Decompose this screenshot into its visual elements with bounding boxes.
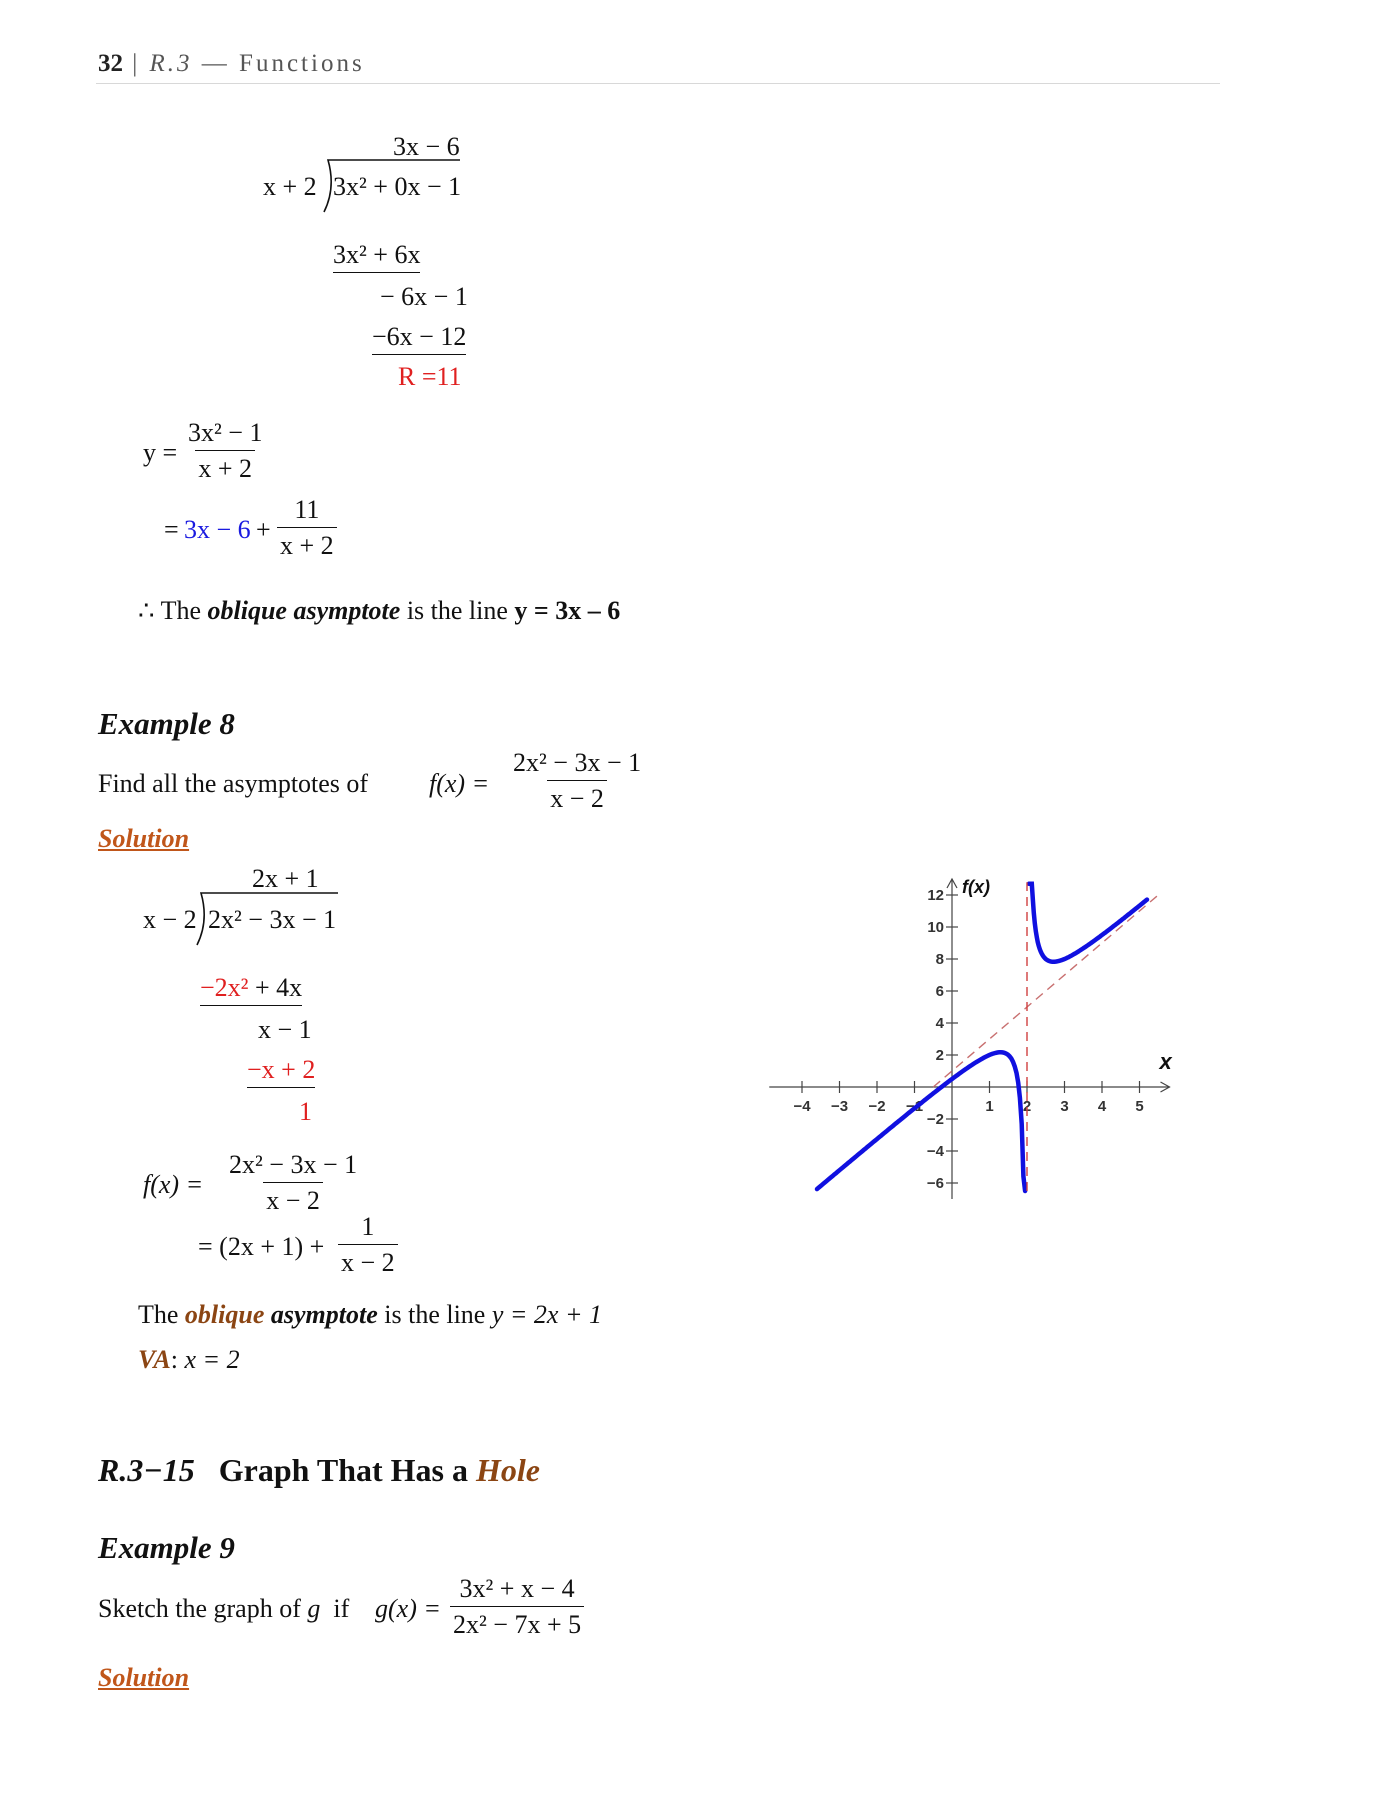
header-dash: — — [201, 50, 230, 77]
example-8-heading — [98, 706, 235, 742]
y-tick-label: −2 — [926, 1111, 944, 1128]
eq2-rem-denominator: x − 2 — [338, 1244, 398, 1276]
example-8-denominator: x − 2 — [547, 780, 607, 812]
vertical-asymptote — [138, 1345, 240, 1375]
div1-remainder: R =11 — [398, 362, 462, 391]
div2-step2: x − 1 — [258, 1015, 312, 1044]
function-left-branch — [817, 1052, 1025, 1191]
conclusion-2 — [138, 1300, 602, 1330]
example-9-denominator: 2x² − 7x + 5 — [450, 1606, 584, 1638]
div1-step1: 3x² + 6x — [333, 240, 420, 273]
div2-divisor: x − 2 — [143, 905, 197, 934]
x-tick-label: 3 — [1060, 1098, 1069, 1115]
y-tick-label: −6 — [926, 1175, 944, 1192]
section-title-highlight: Hole — [475, 1452, 540, 1488]
x-tick-label: 1 — [985, 1098, 994, 1115]
section-title: Graph That Has a — [218, 1452, 468, 1488]
conclusion-1-mid: is the line — [406, 596, 508, 625]
x-tick-label: −3 — [830, 1098, 849, 1115]
eq1-rem-numerator: 11 — [294, 495, 320, 524]
va-colon: : — [170, 1345, 178, 1374]
example-9-prompt: Sketch the graph of — [98, 1594, 301, 1623]
conclusion-2-line: y = 2x + 1 — [491, 1300, 603, 1329]
page-number: 32 — [98, 50, 123, 77]
asymptote-graph — [770, 840, 1170, 1220]
y-tick-label: 2 — [935, 1047, 944, 1064]
conclusion-2-mid: is the line — [384, 1300, 486, 1329]
x-tick-label: 2 — [1022, 1098, 1032, 1115]
page-header — [98, 50, 365, 78]
example-8-fraction — [510, 750, 644, 812]
example-9-title: Example 9 — [98, 1530, 235, 1565]
conclusion-1-line: y = 3x – 6 — [514, 596, 621, 625]
eq1-fraction — [185, 420, 265, 482]
example-8-title: Example 8 — [98, 706, 235, 741]
div1-step2: − 6x − 1 — [380, 282, 468, 311]
eq2-denominator: x − 2 — [263, 1182, 323, 1214]
conclusion-1-term: oblique asymptote — [207, 596, 401, 625]
header-separator: | — [132, 50, 141, 77]
oblique-asymptote-line — [933, 895, 1158, 1087]
eq1-lhs: y = — [143, 438, 178, 467]
eq1-oblique-part: 3x − 6 — [184, 515, 251, 544]
eq2-lhs: f(x) = — [143, 1170, 204, 1199]
therefore-symbol: ∴ — [138, 596, 155, 625]
eq1-numerator: 3x² − 1 — [188, 418, 263, 447]
example-8-f-lhs: f(x) = — [429, 769, 490, 798]
conclusion-2-asymptote: asymptote — [270, 1300, 378, 1329]
div2-step3: −x + 2 — [247, 1055, 315, 1088]
div2-remainder: 1 — [299, 1097, 312, 1126]
example-9-heading — [98, 1530, 235, 1566]
eq2-rhs: = (2x + 1) + — [198, 1232, 325, 1261]
div1-dividend: 3x² + 0x − 1 — [333, 172, 462, 201]
eq2-remainder-fraction — [338, 1214, 398, 1276]
example-9-var: g — [307, 1594, 321, 1623]
div2-step1-term-a: −2x² — [200, 973, 249, 1002]
x-tick-label: 5 — [1135, 1098, 1144, 1115]
section-number: R.3−15 — [98, 1452, 195, 1488]
example-9-numerator: 3x² + x − 4 — [459, 1574, 575, 1603]
y-tick-label: 10 — [927, 919, 944, 936]
section-heading — [98, 1452, 540, 1489]
example-8-solution-label: Solution — [98, 824, 190, 853]
y-tick-label: −4 — [926, 1143, 944, 1160]
va-equation: x = 2 — [184, 1345, 240, 1374]
y-axis-label: f(x) — [962, 877, 990, 897]
conclusion-1-pre: The — [160, 596, 201, 625]
function-right-branch — [1029, 884, 1147, 962]
eq1-remainder-fraction — [277, 497, 337, 559]
example-9-if: if — [333, 1594, 350, 1623]
section-code: R.3 — [149, 50, 193, 77]
y-tick-label: 8 — [935, 951, 944, 968]
y-tick-label: 12 — [927, 887, 944, 904]
example-9-fraction — [450, 1576, 584, 1638]
example-9-g-lhs: g(x) = — [375, 1594, 441, 1623]
eq1-rem-denominator: x + 2 — [277, 527, 337, 559]
div2-dividend: 2x² − 3x − 1 — [208, 905, 337, 934]
conclusion-2-oblique: oblique — [184, 1300, 265, 1329]
div2-step1-term-b: + 4x — [254, 973, 303, 1002]
eq1-denominator: x + 2 — [195, 450, 255, 482]
y-tick-label: 4 — [935, 1015, 944, 1032]
header-rule — [96, 83, 1220, 84]
x-tick-label: −2 — [868, 1098, 886, 1115]
example-8-prompt: Find all the asymptotes of — [98, 769, 369, 798]
div2-quotient: 2x + 1 — [252, 864, 319, 893]
x-axis-label: x — [1159, 1049, 1172, 1074]
conclusion-2-pre: The — [138, 1300, 179, 1329]
example-9-solution-label: Solution — [98, 1663, 190, 1692]
example-9-prompt-line — [98, 1594, 349, 1624]
eq2-numerator: 2x² − 3x − 1 — [229, 1150, 358, 1179]
div2-step1 — [200, 973, 302, 1006]
example-8-numerator: 2x² − 3x − 1 — [513, 748, 642, 777]
div1-step3: −6x − 12 — [372, 322, 466, 355]
conclusion-1 — [138, 596, 620, 626]
y-tick-label: 6 — [935, 983, 944, 1000]
eq2-rem-numerator: 1 — [361, 1212, 375, 1241]
va-label: VA — [138, 1345, 171, 1374]
div1-quotient: 3x − 6 — [393, 132, 460, 161]
div1-divisor: x + 2 — [263, 172, 317, 201]
eq1-plus: + — [256, 515, 271, 544]
eq2-fraction — [226, 1152, 360, 1214]
x-tick-label: −1 — [905, 1098, 924, 1115]
x-tick-label: 4 — [1097, 1098, 1107, 1115]
chapter-title: Functions — [239, 50, 365, 77]
x-tick-label: −4 — [793, 1098, 811, 1115]
eq1-equals: = — [164, 515, 179, 544]
